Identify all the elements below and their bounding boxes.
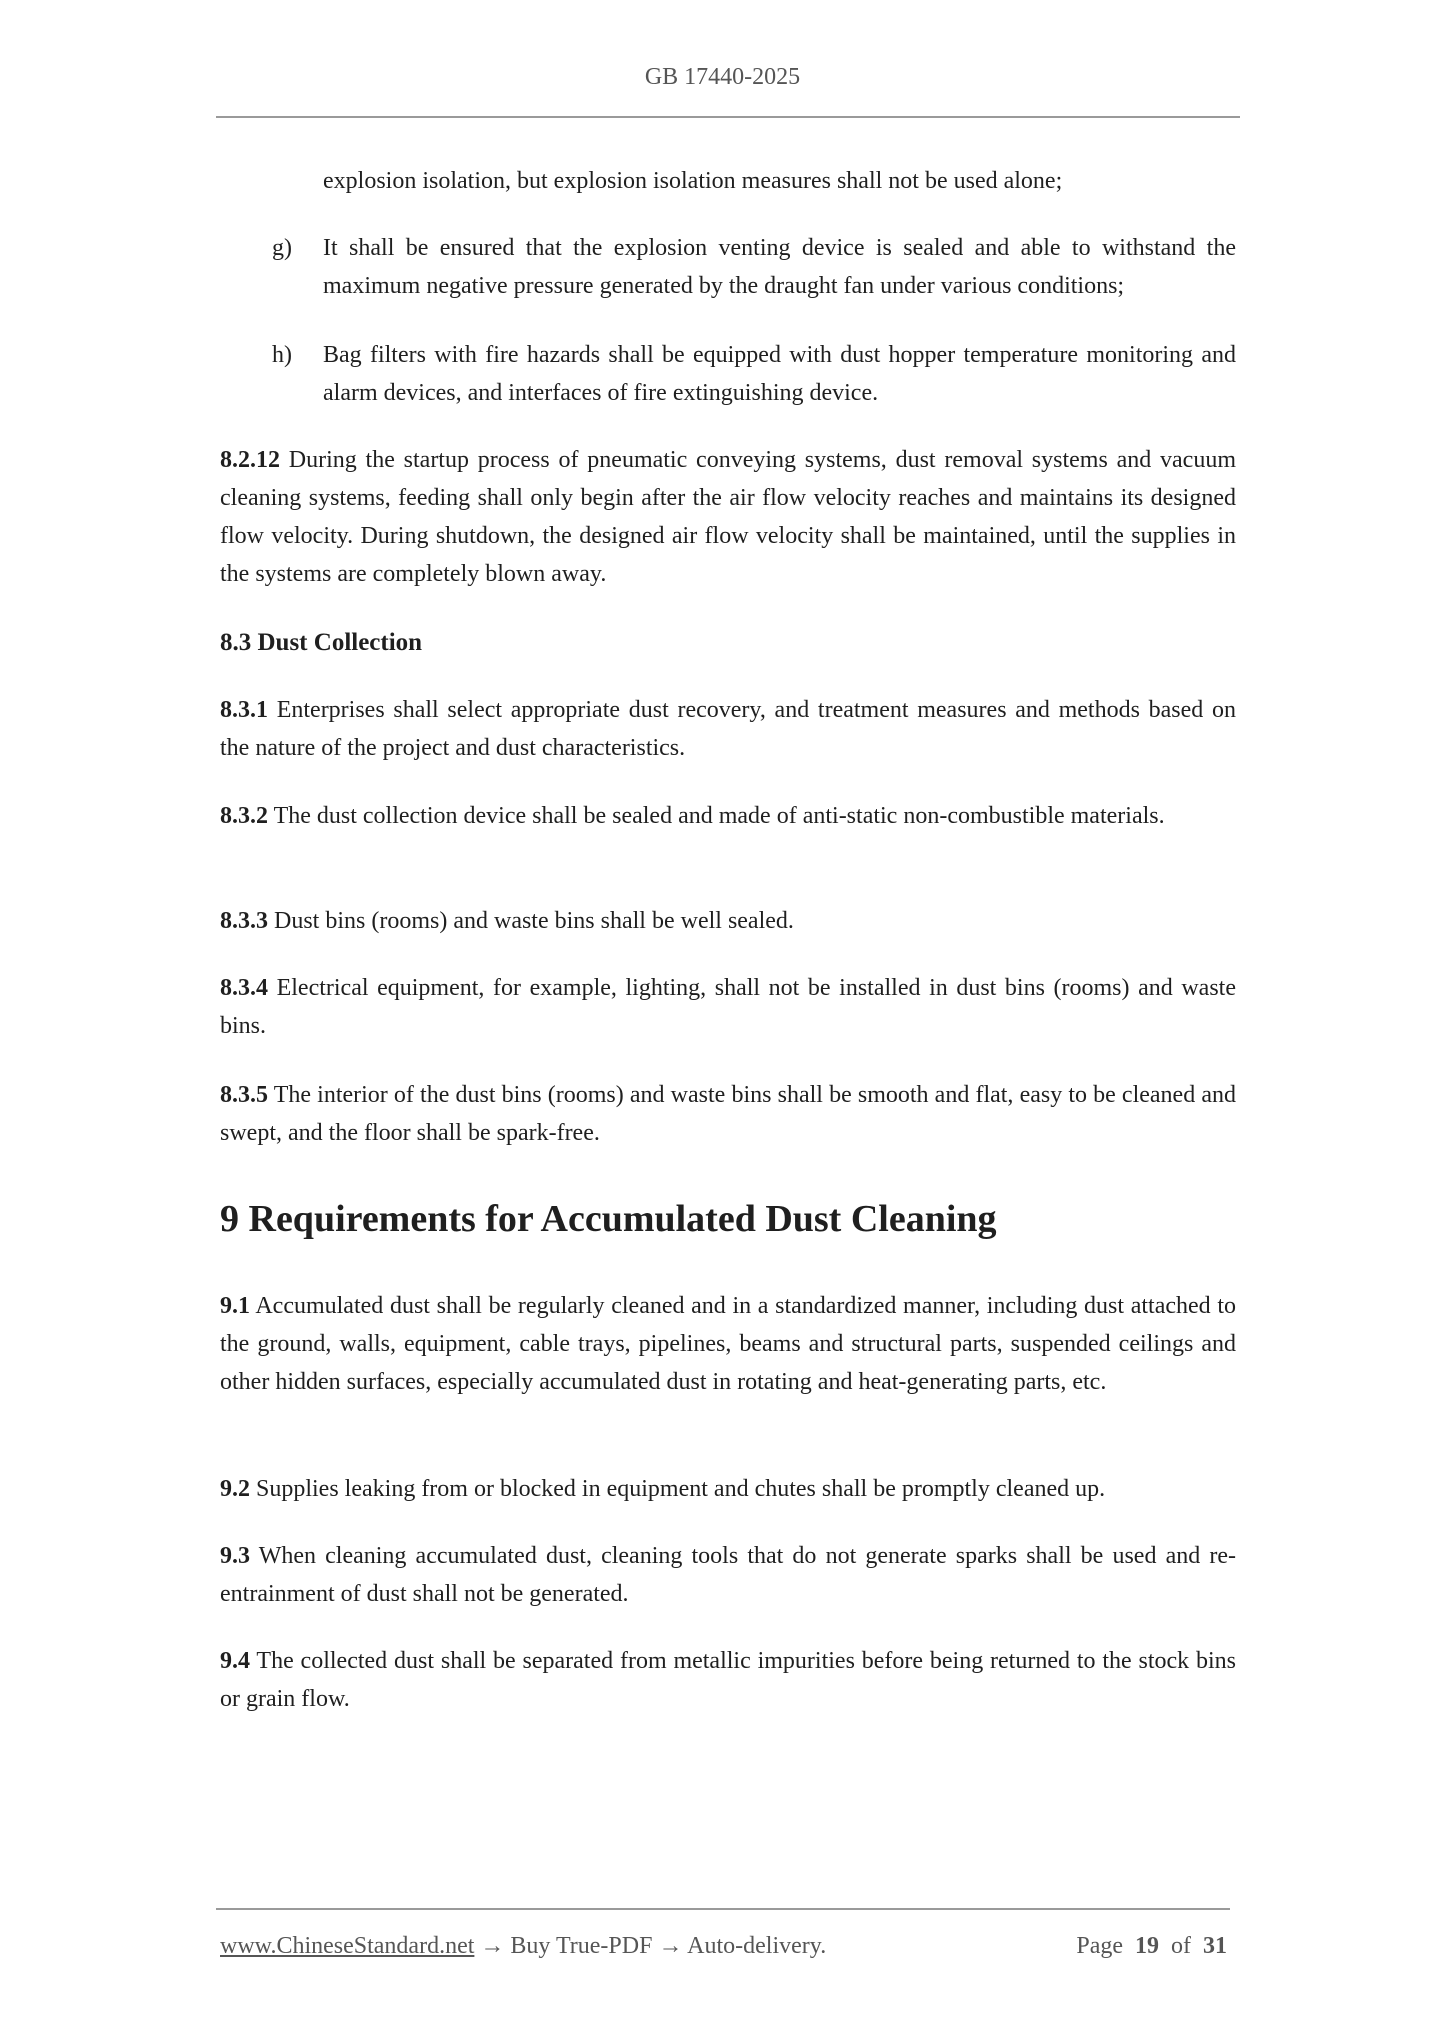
list-label-g: g) — [272, 235, 292, 261]
clause-9-1 — [220, 1287, 1236, 1401]
clause-number: 8.3.2 — [220, 803, 268, 829]
list-item-continuation: explosion isolation, but explosion isolation measures shall not be used alone; — [323, 168, 1063, 194]
list-label-h: h) — [272, 342, 292, 368]
clause-8-3-2 — [220, 797, 1236, 835]
clause-text: During the startup process of pneumatic conveying systems, dust removal systems and vacuum cleaning systems, feeding shall only begin after the air flow velocity reaches and maintains its designed flow velocity. During shutdown, the designed air flow velocity shall be maintained, until the supplies in the systems are completely blown away. — [220, 447, 1236, 587]
buy-text: Buy True-PDF — [510, 1933, 653, 1959]
clause-8-3-3 — [220, 902, 1236, 940]
total-pages: 31 — [1203, 1933, 1227, 1959]
clause-number: 8.3.5 — [220, 1082, 268, 1108]
clause-9-4 — [220, 1642, 1236, 1718]
clause-text: The dust collection device shall be sealed and made of anti-static non-combustible materials. — [268, 803, 1165, 829]
clause-text: Supplies leaking from or blocked in equipment and chutes shall be promptly cleaned up. — [250, 1476, 1106, 1502]
document-header: GB 17440-2025 — [644, 64, 801, 90]
header-divider — [216, 116, 1240, 118]
list-item-g: It shall be ensured that the explosion venting device is sealed and able to withstand the maximum negative pressure generated by the draught fan under various conditions; — [323, 235, 1236, 299]
clause-text: The collected dust shall be separated from metallic impurities before being returned to the stock bins or grain flow. — [220, 1648, 1236, 1712]
footer-promo — [220, 1930, 826, 1962]
chapter-heading-9: 9 Requirements for Accumulated Dust Cleaning — [220, 1198, 997, 1240]
arrow-right-icon: → — [480, 1933, 505, 1959]
of-label: of — [1171, 1933, 1191, 1959]
footer-divider — [216, 1908, 1230, 1910]
clause-number: 9.4 — [220, 1648, 250, 1674]
clause-number: 8.3.3 — [220, 908, 268, 934]
clause-text: Accumulated dust shall be regularly cleaned and in a standardized manner, including dust attached to the ground, walls, equipment, cable trays, pipelines, beams and structural parts, suspended ceilings and other hidden surfaces, especially accumulated dust in rotating and heat-generating parts, etc. — [220, 1293, 1236, 1395]
clause-8-3-5 — [220, 1076, 1236, 1152]
clause-text: Electrical equipment, for example, lighting, shall not be installed in dust bins (rooms) and waste bins. — [220, 975, 1236, 1039]
clause-text: When cleaning accumulated dust, cleaning tools that do not generate sparks shall be used and re-entrainment of dust shall not be generated. — [220, 1543, 1236, 1607]
clause-number: 8.2.12 — [220, 447, 280, 473]
clause-number: 9.1 — [220, 1293, 250, 1319]
arrow-right-icon: → — [658, 1933, 683, 1959]
clause-text: Dust bins (rooms) and waste bins shall be well sealed. — [268, 908, 794, 934]
clause-number: 8.3.1 — [220, 697, 268, 723]
clause-8-3-1 — [220, 691, 1236, 767]
list-item-h: Bag filters with fire hazards shall be equipped with dust hopper temperature monitoring and alarm devices, and interfaces of fire extinguishing device. — [323, 342, 1236, 406]
clause-8-3-4 — [220, 969, 1236, 1045]
clause-number: 9.3 — [220, 1543, 250, 1569]
clause-8-2-12 — [220, 441, 1236, 593]
clause-number: 9.2 — [220, 1476, 250, 1502]
current-page: 19 — [1135, 1933, 1159, 1959]
delivery-text: Auto-delivery. — [687, 1933, 827, 1959]
clause-text: Enterprises shall select appropriate dust recovery, and treatment measures and methods based on the nature of the project and dust characteristics. — [220, 697, 1236, 761]
section-heading-8-3: 8.3 Dust Collection — [220, 629, 423, 656]
clause-9-3 — [220, 1537, 1236, 1613]
clause-number: 8.3.4 — [220, 975, 268, 1001]
page-label: Page — [1076, 1933, 1123, 1959]
clause-9-2 — [220, 1470, 1236, 1508]
clause-text: The interior of the dust bins (rooms) and waste bins shall be smooth and flat, easy to be cleaned and swept, and the floor shall be spark-free. — [220, 1082, 1236, 1146]
page-number — [1076, 1930, 1227, 1962]
website-link[interactable]: www.ChineseStandard.net — [220, 1933, 475, 1959]
